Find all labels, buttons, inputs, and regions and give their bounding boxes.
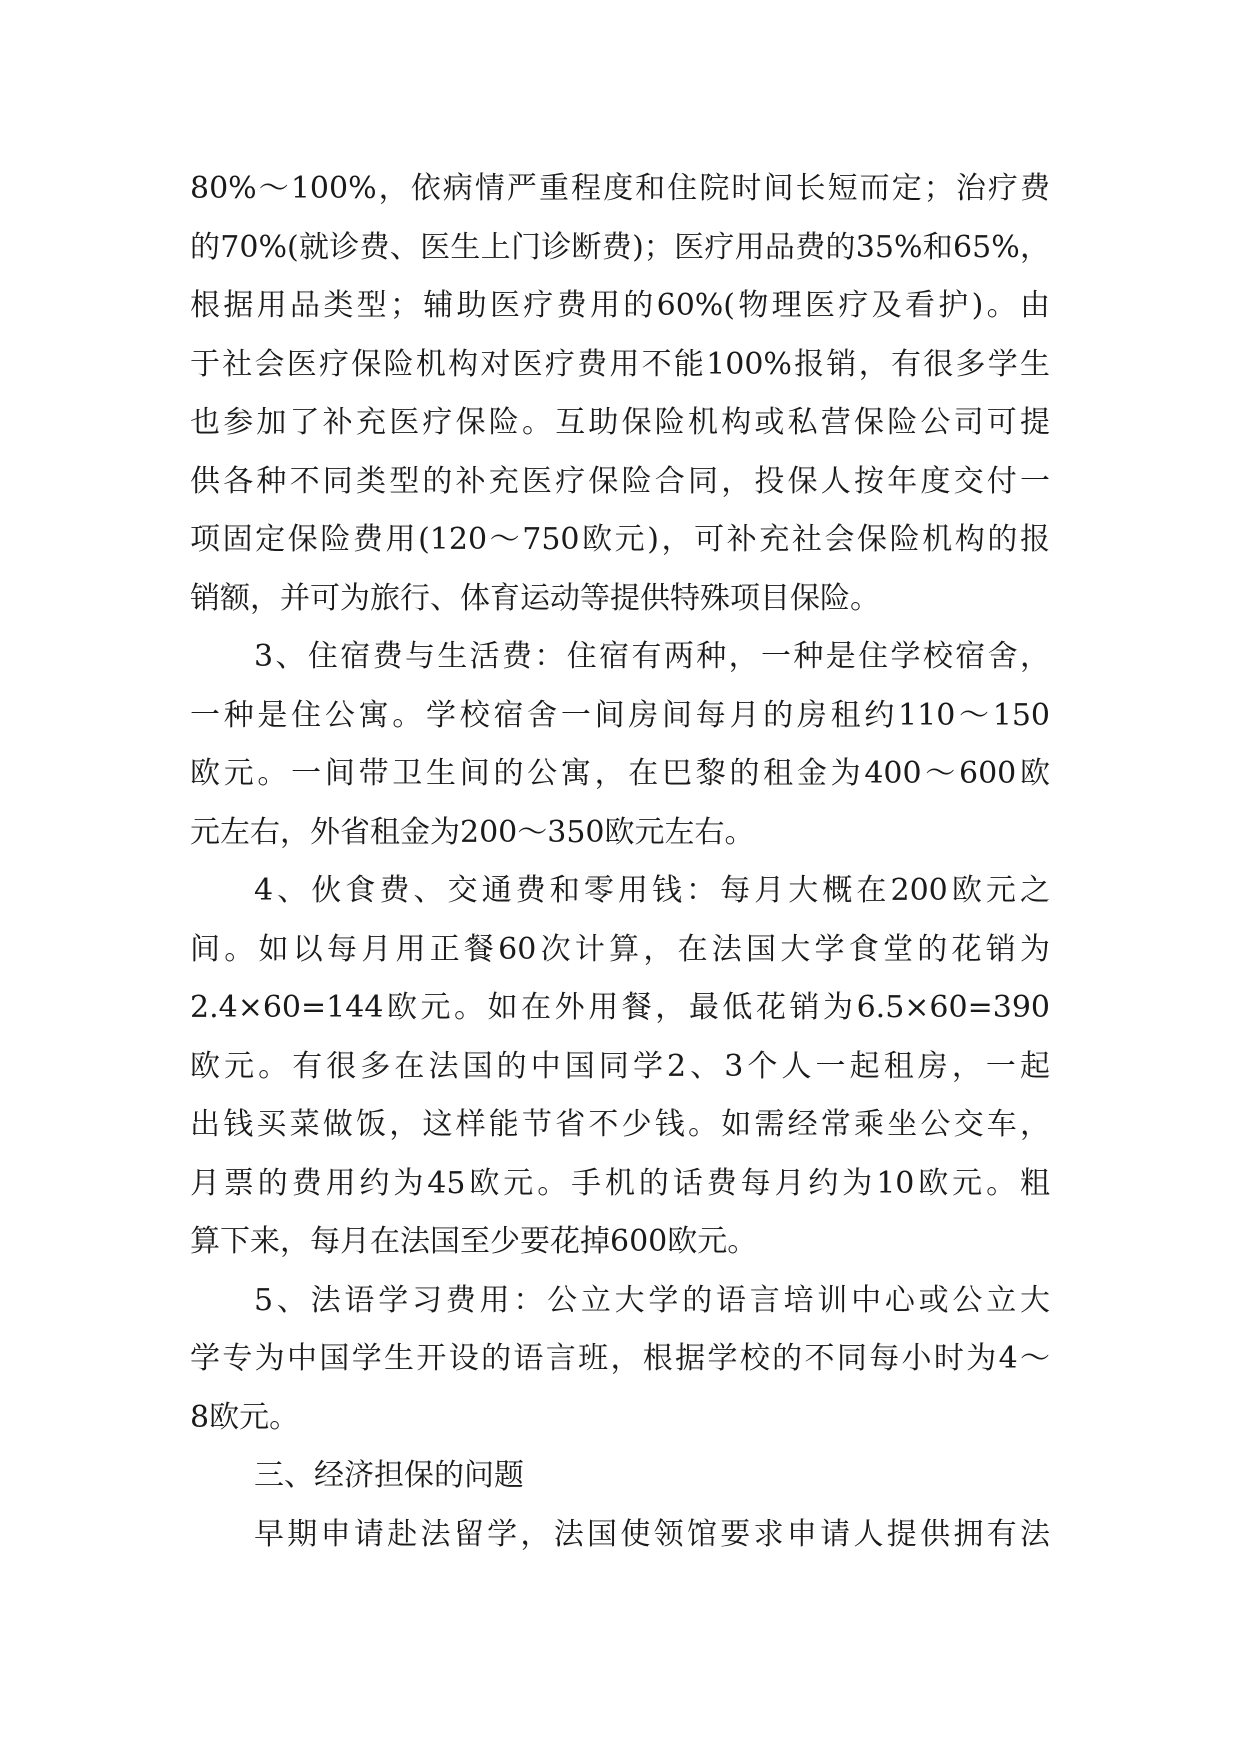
text-line: 2.4×60=144欧元。如在外用餐，最低花销为6.5×60=390	[190, 990, 1050, 1025]
text-line: 根据用品类型；辅助医疗费用的60%(物理医疗及看护)。由	[190, 288, 1050, 323]
section-heading: 三、经济担保的问题	[254, 1458, 524, 1493]
text-line: 一种是住公寓。学校宿舍一间房间每月的房租约110～150	[190, 697, 1050, 733]
text-line: 月票的费用约为45欧元。手机的话费每月约为10欧元。粗	[190, 1165, 1050, 1201]
text-line: 的70%(就诊费、医生上门诊断费)；医疗用品费的35%和65%，	[190, 229, 1050, 265]
text-line: 欧元。有很多在法国的中国同学2、3个人一起租房，一起	[190, 1048, 1050, 1084]
text-line: 元左右，外省租金为200～350欧元左右。	[190, 814, 755, 850]
paragraph-start-line: 3、住宿费与生活费：住宿有两种，一种是住学校宿舍，	[254, 639, 1050, 674]
paragraph-start-line: 5、法语学习费用：公立大学的语言培训中心或公立大	[254, 1282, 1050, 1318]
text-line: 项固定保险费用(120～750欧元)，可补充社会保险机构的报	[190, 522, 1050, 557]
text-line: 欧元。一间带卫生间的公寓，在巴黎的租金为400～600欧	[190, 756, 1050, 791]
text-line: 销额，并可为旅行、体育运动等提供特殊项目保险。	[190, 580, 880, 616]
document-body	[190, 160, 1050, 1564]
text-line: 出钱买菜做饭，这样能节省不少钱。如需经常乘坐公交车，	[190, 1107, 1050, 1142]
paragraph-start-line: 早期申请赴法留学，法国使领馆要求申请人提供拥有法	[254, 1516, 1050, 1552]
text-line: 8欧元。	[190, 1399, 300, 1435]
text-line: 供各种不同类型的补充医疗保险合同，投保人按年度交付一	[190, 463, 1050, 499]
text-line: 80%～100%，依病情严重程度和住院时间长短而定；治疗费	[190, 171, 1050, 206]
text-line: 学专为中国学生开设的语言班，根据学校的不同每小时为4～	[190, 1341, 1050, 1376]
text-line: 也参加了补充医疗保险。互助保险机构或私营保险公司可提	[190, 405, 1050, 440]
text-line: 于社会医疗保险机构对医疗费用不能100%报销，有很多学生	[190, 346, 1050, 382]
text-line: 间。如以每月用正餐60次计算，在法国大学食堂的花销为	[190, 931, 1050, 967]
paragraph-start-line: 4、伙食费、交通费和零用钱：每月大概在200欧元之	[254, 873, 1050, 908]
text-line: 算下来，每月在法国至少要花掉600欧元。	[190, 1224, 758, 1259]
